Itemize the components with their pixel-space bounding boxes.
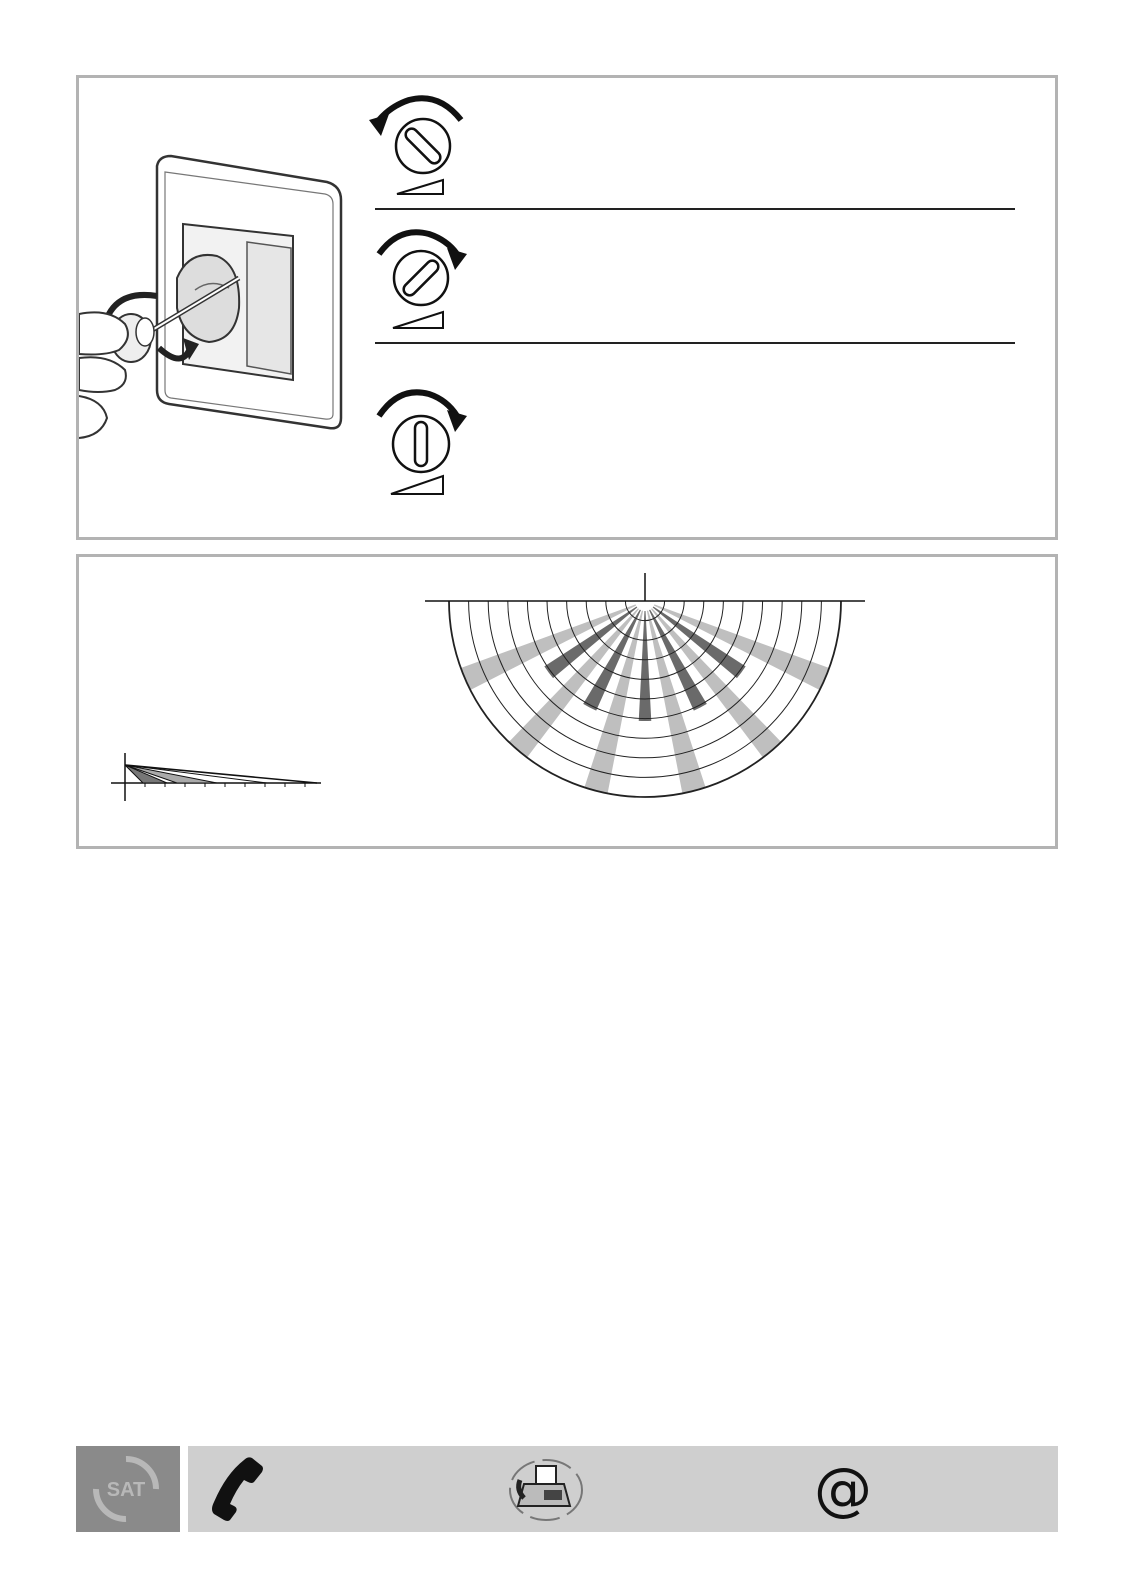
- hand-screwdriver-illustration: [79, 118, 349, 448]
- fax-icon: [506, 1454, 586, 1524]
- contact-footer: [76, 1446, 1058, 1532]
- knob-setting-ccw: [369, 86, 469, 198]
- email-at-sign: @: [814, 1455, 872, 1523]
- sat-logo: [76, 1446, 180, 1532]
- row-separator: [375, 342, 1015, 344]
- footer-bar: [188, 1446, 1058, 1532]
- side-view-detection-diagram: [107, 753, 327, 813]
- top-view-detection-pattern: [425, 573, 865, 803]
- coverage-panel: [76, 554, 1058, 849]
- adjustment-panel: [76, 75, 1058, 540]
- row-separator: [375, 208, 1015, 210]
- sat-logo-text: SAT: [106, 1479, 146, 1501]
- knob-setting-cw-max: [369, 376, 469, 498]
- knob-setting-cw: [369, 220, 469, 332]
- detection-zone-dark: [639, 611, 652, 721]
- sat-logo-mark: [76, 1446, 180, 1532]
- phone-icon: [206, 1454, 266, 1524]
